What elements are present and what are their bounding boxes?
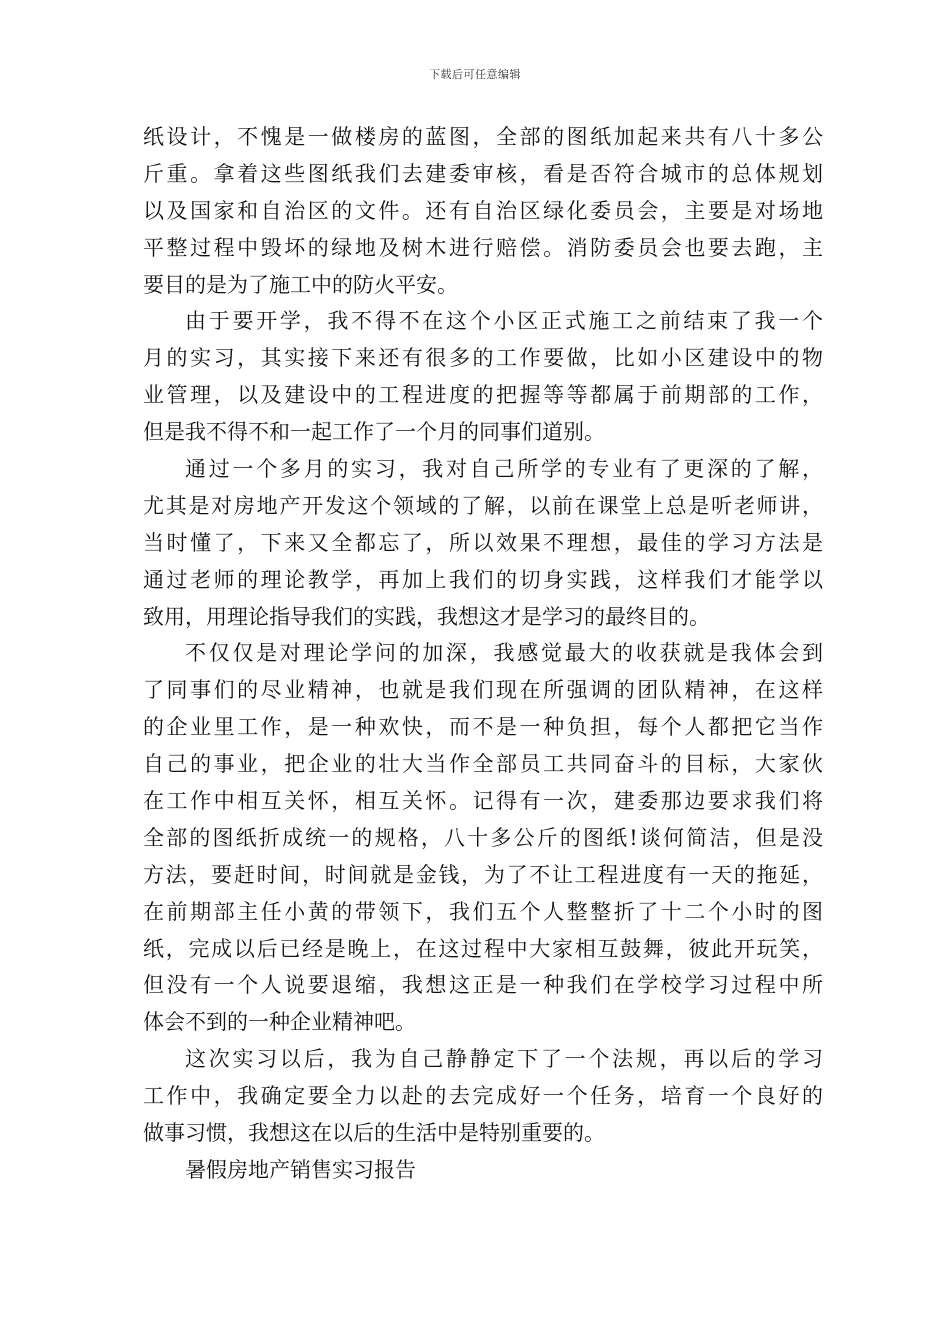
- text-line: 但是我不得不和一起工作了一个月的同事们道别。: [143, 420, 605, 445]
- text-line: 纸，完成以后已经是晚上，在这过程中大家相互鼓舞，彼此开玩笑，: [143, 936, 823, 961]
- text-line: 尤其是对房地产开发这个领域的了解，以前在课堂上总是听老师讲，: [143, 493, 823, 518]
- paragraph: [143, 635, 823, 1041]
- text-line: 平整过程中毁坏的绿地及树木进行赔偿。消防委员会也要去跑，主: [143, 235, 823, 260]
- text-line: 由于要开学，我不得不在这个小区正式施工之前结束了我一个: [185, 309, 823, 334]
- text-line: 但没有一个人说要退缩，我想这正是一种我们在学校学习过程中所: [143, 973, 823, 998]
- text-line: 体会不到的一种企业精神吧。: [143, 1010, 416, 1035]
- text-line: 的企业里工作，是一种欢快，而不是一种负担，每个人都把它当作: [143, 715, 823, 740]
- text-line: 斤重。拿着这些图纸我们去建委审核，看是否符合城市的总体规划: [143, 161, 823, 186]
- text-line: 了同事们的尽业精神，也就是我们现在所强调的团队精神，在这样: [143, 678, 823, 703]
- text-line: 纸设计，不愧是一做楼房的蓝图，全部的图纸加起来共有八十多公: [143, 125, 823, 149]
- text-line: 在工作中相互关怀，相互关怀。记得有一次，建委那边要求我们将: [143, 789, 823, 814]
- text-line: 当时懂了，下来又全都忘了，所以效果不理想，最佳的学习方法是: [143, 530, 823, 555]
- text-line: 业管理，以及建设中的工程进度的把握等等都属于前期部的工作，: [143, 383, 823, 408]
- page-header: 下载后可任意编辑: [429, 68, 521, 81]
- paragraph: [143, 303, 823, 451]
- text-line: 月的实习，其实接下来还有很多的工作要做，比如小区建设中的物: [143, 346, 823, 371]
- text-line: 自己的事业，把企业的壮大当作全部员工共同奋斗的目标，大家伙: [143, 752, 823, 777]
- paragraph: [143, 451, 823, 635]
- text-line: 做事习惯，我想这在以后的生活中是特别重要的。: [143, 1121, 605, 1146]
- text-line: 全部的图纸折成统一的规格，八十多公斤的图纸!谈何简洁，但是没: [143, 825, 823, 850]
- paragraph: [143, 119, 823, 303]
- text-line: 要目的是为了施工中的防火平安。: [143, 272, 458, 297]
- text-line: 在前期部主任小黄的带领下，我们五个人整整折了十二个小时的图: [143, 899, 823, 924]
- text-line: 方法，要赶时间，时间就是金钱，为了不让工程进度有一天的拖延，: [143, 862, 823, 887]
- text-line: 以及国家和自治区的文件。还有自治区绿化委员会，主要是对场地: [143, 198, 823, 223]
- text-line: 不仅仅是对理论学问的加深，我感觉最大的收获就是我体会到: [185, 641, 823, 666]
- document-body: [143, 119, 823, 1189]
- text-line: 通过老师的理论教学，再加上我们的切身实践，这样我们才能学以: [143, 567, 823, 592]
- section-title: 暑假房地产销售实习报告: [185, 1157, 416, 1182]
- paragraph: [143, 1152, 823, 1189]
- text-line: 通过一个多月的实习，我对自己所学的专业有了更深的了解，: [185, 457, 823, 482]
- text-line: 工作中，我确定要全力以赴的去完成好一个任务，培育一个良好的: [143, 1084, 823, 1109]
- text-line: 这次实习以后，我为自己静静定下了一个法规，再以后的学习: [185, 1047, 823, 1072]
- paragraph: [143, 1041, 823, 1152]
- text-line: 致用，用理论指导我们的实践，我想这才是学习的最终目的。: [143, 604, 710, 629]
